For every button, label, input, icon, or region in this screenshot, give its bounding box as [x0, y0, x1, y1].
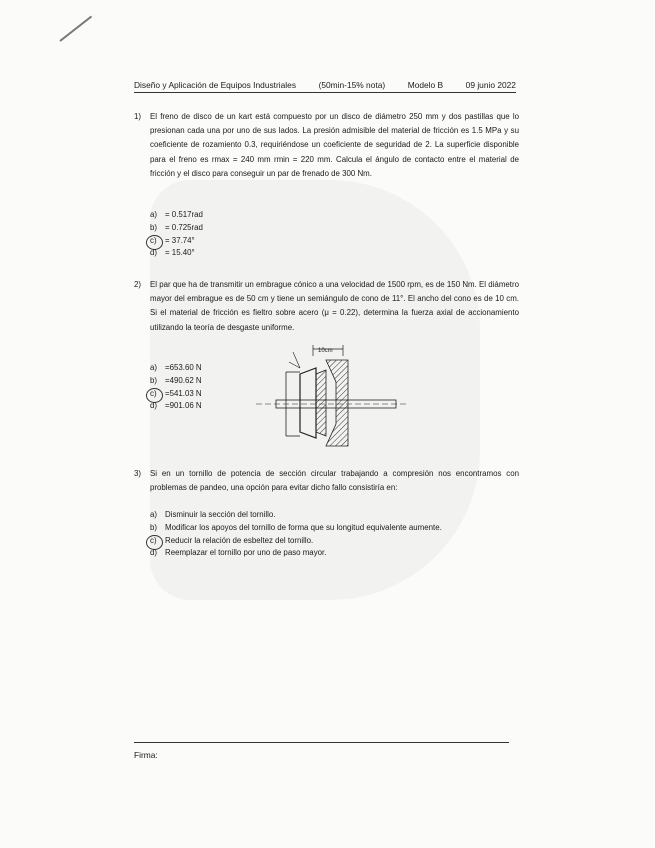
option-b: b) =490.62 N	[150, 375, 202, 385]
question-3-options	[150, 509, 442, 560]
cone-clutch-diagram	[256, 344, 406, 456]
signature-line	[134, 742, 509, 743]
question-number: 1)	[134, 112, 142, 121]
question-text: El freno de disco de un kart está compuesto por un disco de diámetro 250 mm y dos pastillas que lo presionan cada una por uno de sus lados. La presión admisible del material de fricción es 1.5 MPa y su coeficiente de rozamiento 0.3, requiriéndose un coeficiente de seguridad de 2. La superficie disponible para el freno es rmax = 240 mm rmin = 220 mm. Calcula el ángulo de contacto entre el material de fricción y el disco para conseguir un par de frenado de 300 Nm.	[150, 112, 519, 178]
exam-model: Modelo B	[407, 80, 444, 90]
question-2-options	[150, 362, 202, 413]
signature-label: Firma:	[134, 750, 158, 760]
course-title: Diseño y Aplicación de Equipos Industriales	[134, 80, 297, 90]
question-2	[134, 278, 519, 335]
question-1	[134, 110, 519, 181]
option-c: c) Reducir la relación de esbeltez del tornillo.	[150, 535, 442, 548]
dimension-label: 10cm	[318, 348, 333, 354]
question-text: El par que ha de transmitir un embrague cónico a una velocidad de 1500 rpm, es de 150 Nm. El diámetro mayor del embrague es de 50 cm y tiene un semiángulo de cono de 11°. El ancho del cono es de 10 cm. Si el material de fricción es fieltro sobre acero (μ = 0.22), determina la fuerza axial de accionamiento utilizando la teoría de desgaste uniforme.	[150, 280, 519, 332]
cone-hub	[300, 368, 316, 438]
question-number: 2)	[134, 280, 142, 289]
friction-lining	[316, 370, 326, 436]
option-a: a) =653.60 N	[150, 363, 202, 372]
option-d: d) = 15.40°	[150, 248, 195, 258]
question-number: 3)	[134, 469, 142, 478]
option-c: c) = 37.74°	[150, 235, 203, 248]
exam-info: (50min-15% nota)	[318, 80, 386, 90]
question-3	[134, 467, 519, 495]
option-d: d) =901.06 N	[150, 401, 202, 411]
pen-mark	[59, 16, 92, 42]
option-d: d) Reemplazar el tornillo por uno de paso mayor.	[150, 548, 327, 558]
option-a: a) Disminuir la sección del tornillo.	[150, 510, 276, 519]
option-c: c) =541.03 N	[150, 388, 202, 401]
question-1-options	[150, 209, 203, 260]
cone-cup	[326, 360, 348, 446]
option-b: b) Modificar los apoyos del tornillo de forma que su longitud equivalente aumente.	[150, 522, 442, 532]
question-text: Si en un tornillo de potencia de sección circular trabajando a compresión nos encontramos con problemas de pandeo, una opción para evitar dicho fallo consistiría en:	[150, 469, 519, 493]
exam-date: 09 junio 2022	[465, 80, 516, 90]
exam-header	[134, 80, 516, 93]
option-a: a) = 0.517rad	[150, 210, 203, 219]
option-b: b) = 0.725rad	[150, 222, 203, 232]
